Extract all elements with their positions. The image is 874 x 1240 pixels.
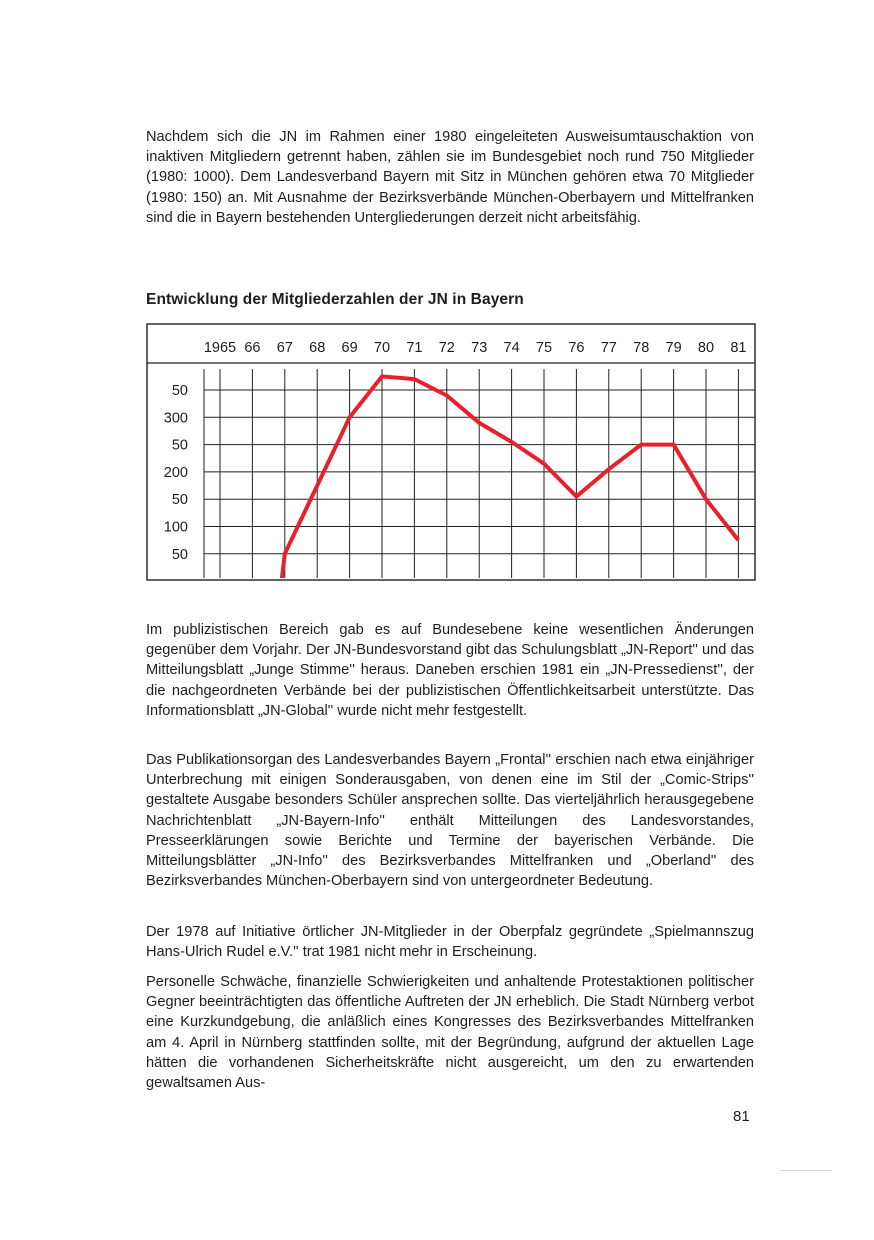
frontal-paragraph: Das Publikationsorgan des Landesverbandes Bayern „Frontal'' erschien nach etwa einjähriger Unterbrechung mit einigen Sonderausgaben, von denen eine im Stil der „Comic-Strips'' gestaltete Ausgabe besonders Schüler ansprechen sollte. Das vierteljährlich herausgegebene Nachrichtenblatt „JN-Bayern-Info'' enthält Mitteilungen des Landesvorstandes, Presseerklärungen sowie Berichte und Termine der bayerischen Verbände. Die Mitteilungsblätter „JN-Info'' des Bezirksverbandes Mittelfranken und „Oberland'' des Bezirksverbandes München-Oberbayern sind von untergeordneter Bedeutung. xyxy=(146,752,754,890)
x-tick-label: 66 xyxy=(244,340,261,356)
x-tick-label: 80 xyxy=(697,340,715,356)
x-tick-label: 81 xyxy=(730,340,747,356)
chart-title: Entwicklung der Mitgliederzahlen der JN in Bayern xyxy=(146,291,524,308)
series-line xyxy=(282,376,739,581)
x-tick-label: 71 xyxy=(406,340,423,356)
x-tick-label: 79 xyxy=(665,340,682,356)
y-tick-label: 300 xyxy=(163,410,188,427)
y-tick-label: 200 xyxy=(163,464,188,481)
y-axis-labels xyxy=(164,383,188,563)
x-axis-labels xyxy=(204,340,747,356)
publizistik-paragraph: Im publizistischen Bereich gab es auf Bundesebene keine wesentlichen Änderungen gegenüber dem Vorjahr. Der JN-Bundesvorstand gibt das Schulungsblatt „JN-Report'' und das Mitteilungsblatt „Junge Stimme'' heraus. Daneben erschien 1981 ein „JN-Pressedienst'', der die nachgeordneten Verbände bei der publizistischen Öffentlichkeitsarbeit unterstützte. Das Informationsblatt „JN-Global'' wurde nicht mehr festgestellt. xyxy=(146,622,754,719)
x-tick-label: 67 xyxy=(276,340,293,356)
x-tick-label: 72 xyxy=(438,340,455,356)
x-tick-label: 73 xyxy=(471,340,488,356)
y-tick-label: 50 xyxy=(171,492,188,509)
x-tick-label: 70 xyxy=(373,340,391,356)
chart-border xyxy=(147,324,755,580)
intro-paragraph: Nachdem sich die JN im Rahmen einer 1980 eingeleiteten Ausweisumtauschaktion von inaktiven Mitgliedern getrennt haben, zählen sie im Bundesgebiet noch rund 750 Mitglieder (1980: 1000). Dem Landesverband Bayern mit Sitz in München gehören etwa 70 Mitglieder (1980: 150) an. Mit Ausnahme der Bezirksverbände München-Oberbayern und Mittelfranken sind die in Bayern bestehenden Untergliederungen derzeit nicht arbeitsfähig. xyxy=(146,129,754,226)
spielmannszug-paragraph: Der 1978 auf Initiative örtlicher JN-Mitglieder in der Oberpfalz gegründete „Spielmannszug Hans-Ulrich Rudel e.V.'' trat 1981 nicht mehr in Erscheinung. xyxy=(146,924,754,961)
y-tick-label: 50 xyxy=(171,546,188,563)
x-tick-label: 1965 xyxy=(203,340,237,356)
x-tick-label: 78 xyxy=(633,340,650,356)
y-tick-label: 50 xyxy=(171,383,188,399)
chart-frame xyxy=(147,324,755,580)
membership-chart xyxy=(146,323,756,581)
x-tick-label: 68 xyxy=(309,340,326,356)
x-tick-label: 76 xyxy=(568,340,585,356)
x-tick-label: 77 xyxy=(600,340,617,356)
x-tick-label: 69 xyxy=(341,340,358,356)
page-number: 81 xyxy=(733,1108,750,1125)
y-tick-label: 50 xyxy=(171,437,188,454)
schwaeche-paragraph: Personelle Schwäche, finanzielle Schwierigkeiten und anhaltende Protestaktionen politischer Gegner beeinträchtigten das öffentliche Auftreten der JN erheblich. Die Stadt Nürnberg verbot eine Kurzkundgebung, die anläßlich eines Kongresses des Bezirksverbandes Mittelfranken am 4. April in Nürnberg stattfinden sollte, mit der Begründung, aufgrund der aktuellen Lage hätten die vorhandenen Sicherheitskräfte nicht ausgereicht, um den zu erwartenden gewaltsamen Aus- xyxy=(146,974,754,1092)
y-tick-label: 100 xyxy=(163,519,188,536)
x-tick-label: 75 xyxy=(535,340,553,356)
x-tick-label: 74 xyxy=(503,340,520,356)
scan-edge-mark xyxy=(780,1170,832,1171)
